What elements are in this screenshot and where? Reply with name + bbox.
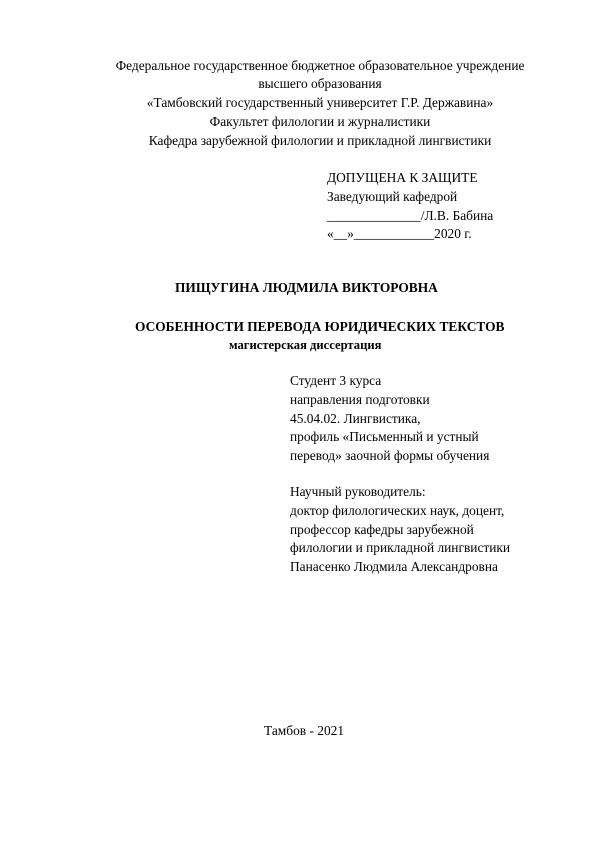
header-line-university: «Тамбовский государственный университет Г.Р. Державина»	[146, 95, 494, 110]
supervisor-position: профессор кафедры зарубежной	[290, 521, 474, 537]
supervisor-heading: Научный руководитель:	[290, 484, 426, 499]
student-specialty: 45.04.02. Лингвистика,	[290, 410, 421, 426]
header-line-department: Кафедра зарубежной филологии и прикладной лингвистики	[148, 133, 492, 148]
thesis-type: магистерская диссертация	[229, 338, 382, 352]
approval-head-of-department: Заведующий кафедрой	[327, 188, 458, 204]
supervisor-department: филологии и прикладной лингвистики	[290, 540, 511, 556]
thesis-title: ОСОБЕННОСТИ ПЕРЕВОДА ЮРИДИЧЕСКИХ ТЕКСТОВ	[135, 319, 505, 334]
place-year: Тамбов - 2021	[264, 723, 345, 738]
student-study-form: перевод» заочной формы обучения	[290, 448, 490, 464]
approval-signature-line: ______________/Л.В. Бабина	[327, 207, 494, 223]
approval-block	[327, 169, 493, 244]
approval-date-line: «__»____________2020 г.	[327, 226, 472, 242]
student-profile: профиль «Письменный и устный	[290, 429, 479, 445]
supervisor-block	[290, 483, 510, 577]
student-course: Студент 3 курса	[290, 373, 382, 388]
student-block	[290, 372, 489, 466]
approval-heading: ДОПУЩЕНА К ЗАЩИТЕ	[327, 170, 478, 185]
supervisor-degree: доктор филологических наук, доцент,	[290, 502, 505, 518]
student-direction: направления подготовки	[290, 391, 430, 407]
header-line-education-level: высшего образования	[258, 76, 382, 91]
header-line-faculty: Факультет филологии и журналистики	[209, 114, 431, 129]
supervisor-name: Панасенко Людмила Александровна	[290, 559, 498, 575]
header-line-federal: Федеральное государственное бюджетное образовательное учреждение	[115, 58, 525, 73]
author-name: ПИЩУГИНА ЛЮДМИЛА ВИКТОРОВНА	[175, 280, 438, 295]
